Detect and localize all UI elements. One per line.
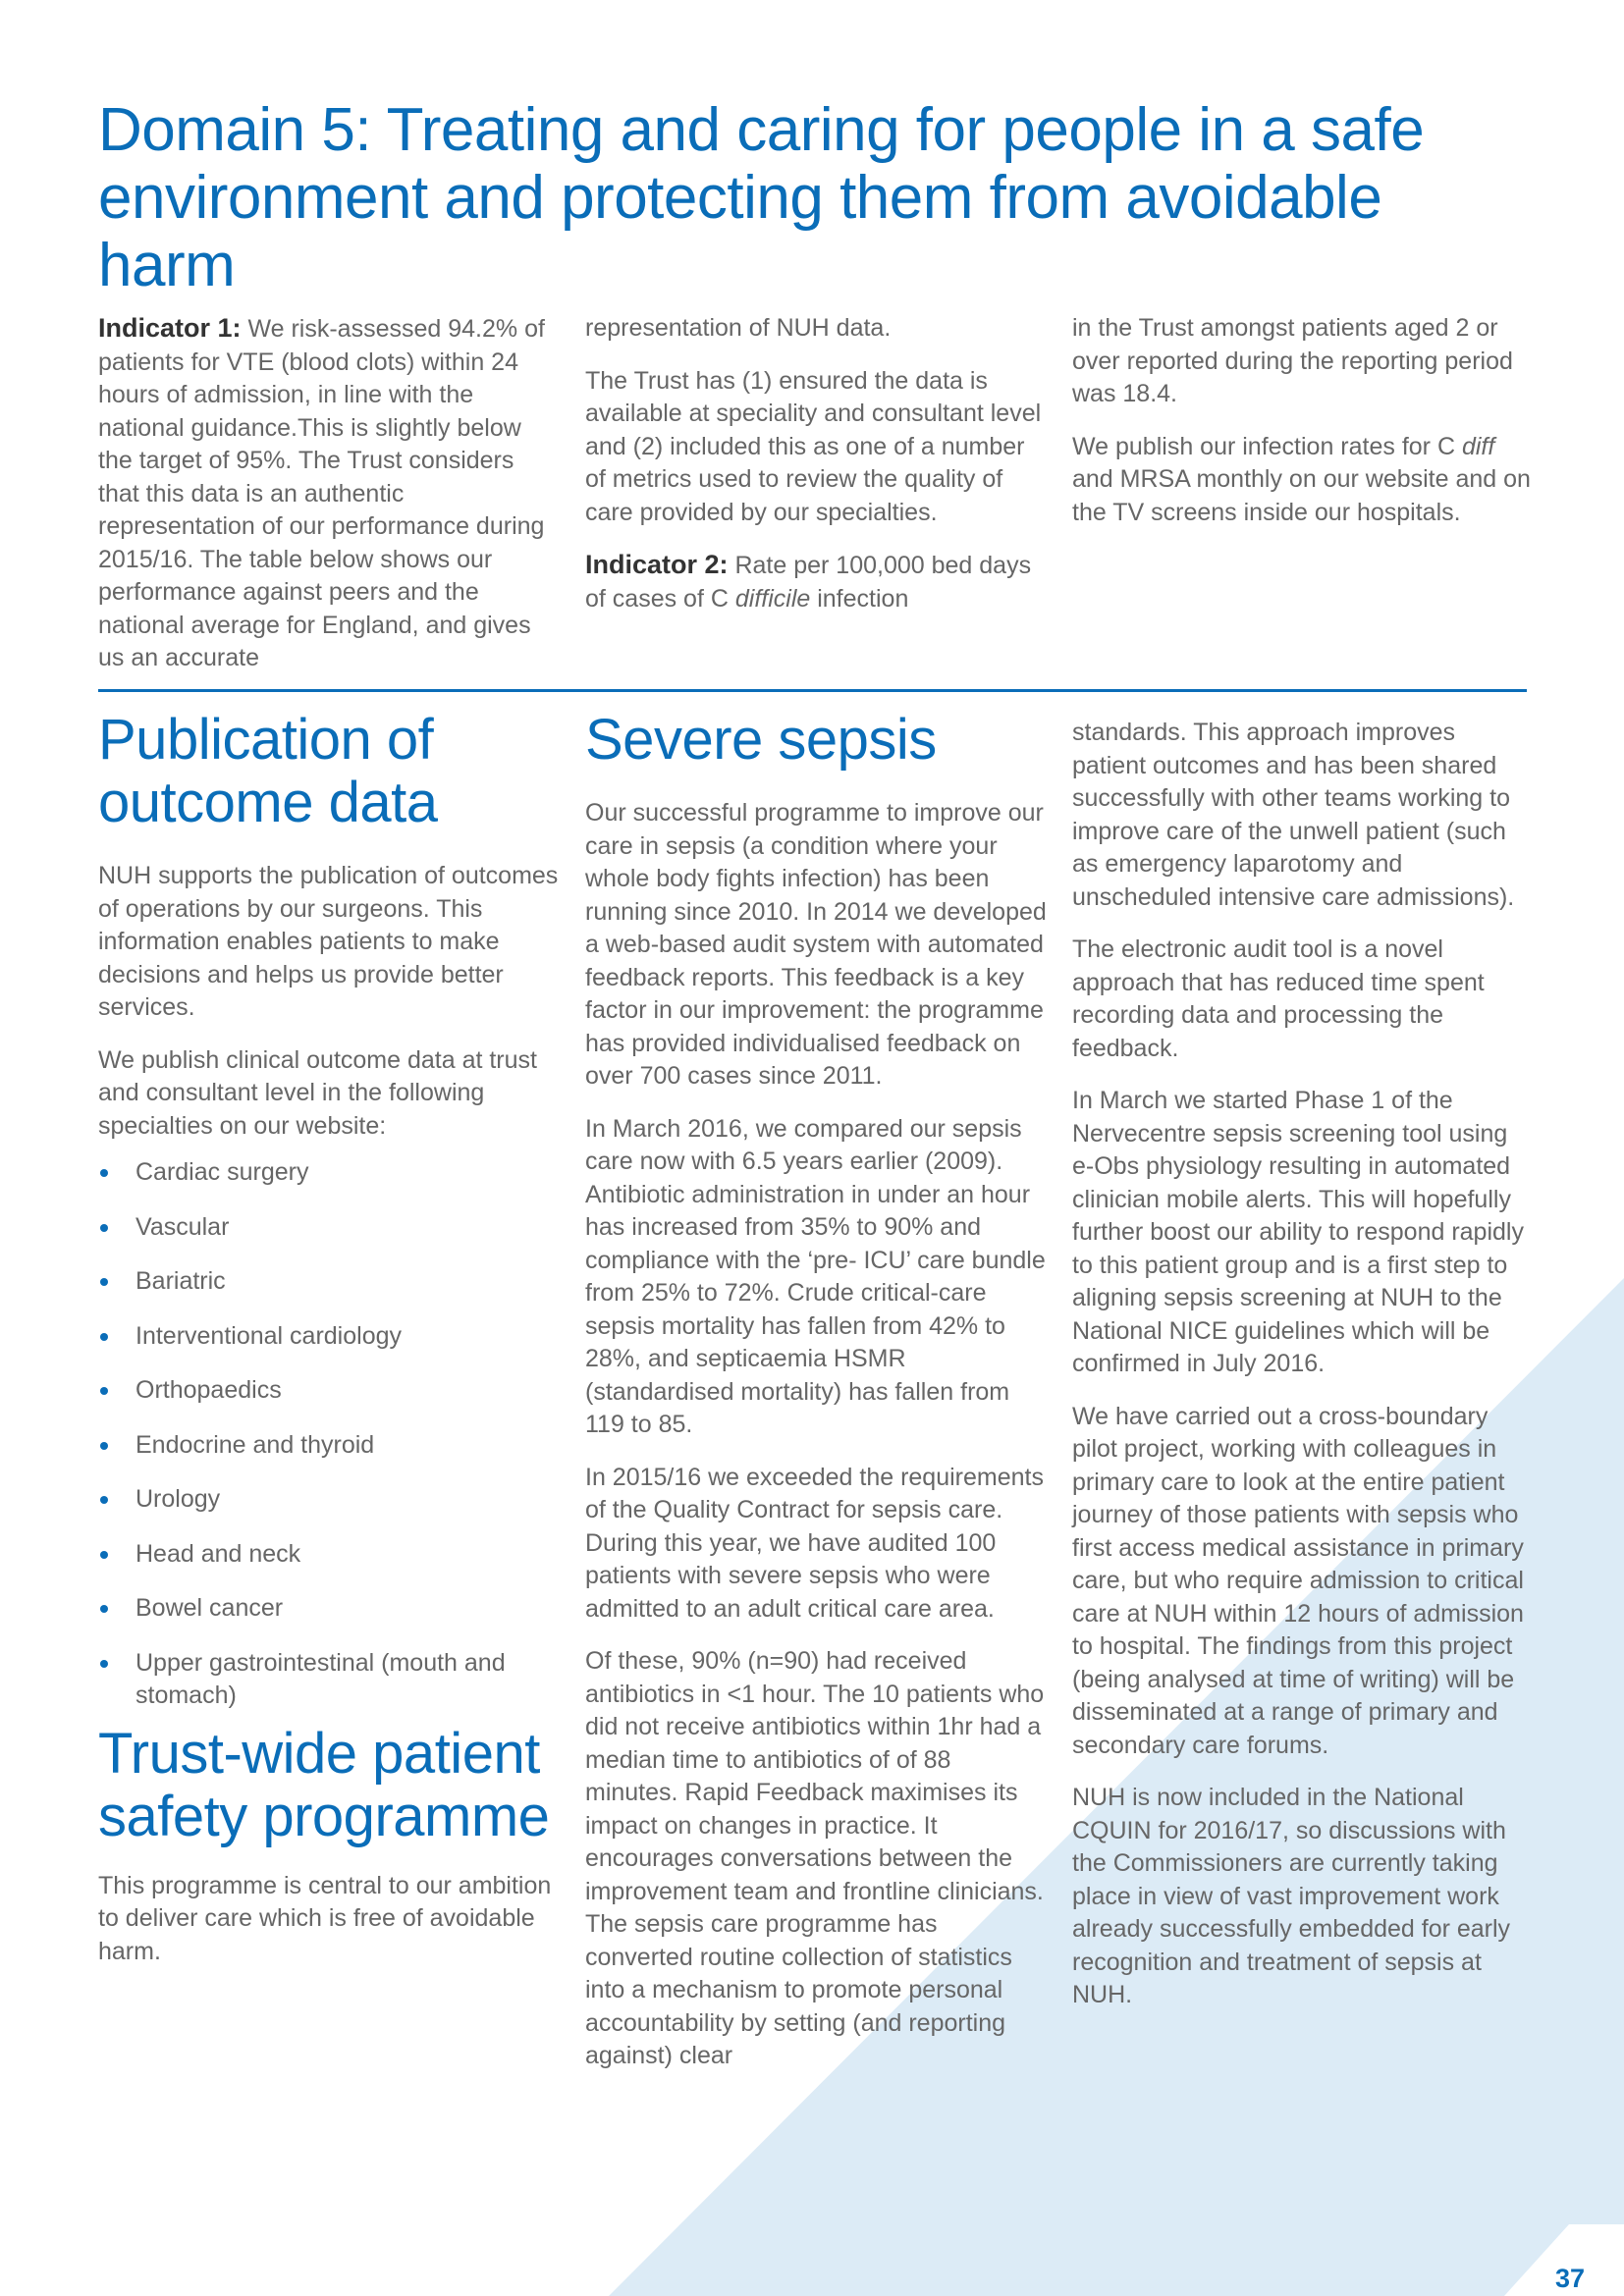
indicator-2-label: Indicator 2: xyxy=(585,550,729,579)
sepsis-para-7: In March we started Phase 1 of the Nervecentre sepsis screening tool using e-Obs physiology resulting in automated clinician mobile alerts. This will hopefully further boost our ability to respond rapidly to this patient group and is a first step to aligning sepsis screening at NUH to the National NICE guidelines which will be confirmed in July 2016. xyxy=(1072,1087,1524,1377)
publication-title: Publication of outcome data xyxy=(98,708,438,834)
indicator-2-text-a: Rate per 100,000 bed days of cases of C xyxy=(585,552,1032,613)
list-item: Bowel cancer xyxy=(98,1592,560,1626)
indicator-2-continuation: in the Trust amongst patients aged 2 or over reported during the reporting period was 18.4. xyxy=(1072,314,1513,407)
indicator-2-paragraph xyxy=(585,549,1047,615)
indicator-2-italic: difficile xyxy=(734,584,811,613)
list-item: Endocrine and thyroid xyxy=(98,1429,560,1463)
trust-wide-title: Trust-wide patient safety programme xyxy=(98,1721,550,1848)
trust-wide-para: This programme is central to our ambition to deliver care which is free of avoidable harm. xyxy=(98,1871,552,1965)
indicator-1-action: The Trust has (1) ensured the data is available at speciality and consultant level and (2) included this as one of a number of metrics used to review the quality of care provided by our specialties. xyxy=(585,366,1042,526)
list-item: Bariatric xyxy=(98,1265,560,1299)
indicator-1-label: Indicator 1: xyxy=(98,313,242,343)
sepsis-para-3: In 2015/16 we exceeded the requirements of the Quality Contract for sepsis care. During this year, we have audited 100 patients with severe sepsis who were admitted to an adult critical care area. xyxy=(585,1463,1044,1623)
list-item: Interventional cardiology xyxy=(98,1320,560,1354)
publication-para-2: We publish clinical outcome data at trust and consultant level in the following specialties on our website: xyxy=(98,1045,537,1140)
indicator-continuation-column xyxy=(585,312,1047,615)
infection-publish-italic: diff xyxy=(1461,432,1495,460)
list-item: Head and neck xyxy=(98,1538,560,1572)
sepsis-column xyxy=(585,709,1047,2073)
sepsis-continuation-column xyxy=(1072,717,1534,2012)
list-item: Upper gastrointestinal (mouth and stomach) xyxy=(98,1647,560,1713)
list-item: Orthopaedics xyxy=(98,1374,560,1408)
infection-publish-paragraph xyxy=(1072,431,1534,530)
list-item: Cardiac surgery xyxy=(98,1156,560,1190)
indicator-1-continuation: representation of NUH data. xyxy=(585,314,892,342)
indicator-1-paragraph xyxy=(98,312,560,675)
sepsis-para-1: Our successful programme to improve our care in sepsis (a condition where your whole body fights infection) has been running since 2010. In 2014 we developed a web-based audit system with automated feedback reports. This feedback is a key factor in our improvement: the programme has provided individualised feedback on over 700 cases since 2011. xyxy=(585,799,1047,1090)
infection-publish-text-b: and MRSA monthly on our website and on the TV screens inside our hospitals. xyxy=(1072,465,1531,526)
list-item: Urology xyxy=(98,1483,560,1517)
infection-publish-text-a: We publish our infection rates for C xyxy=(1072,432,1462,460)
publication-para-1: NUH supports the publication of outcomes of operations by our surgeons. This information enables patients to make decisions and helps us provide better services. xyxy=(98,862,559,1021)
sepsis-para-2: In March 2016, we compared our sepsis care now with 6.5 years earlier (2009). Antibiotic administration in under an hour has increased from 35% to 90% and compliance with the ‘pre- ICU’ care bundle from 25% to 72%. Crude critical-care sepsis mortality has fallen from 42% to 28%, and septicaemia HSMR (standardised mortality) has fallen from 119 to 85. xyxy=(585,1114,1046,1438)
specialties-list xyxy=(98,1156,560,1713)
section-divider xyxy=(98,689,1527,692)
indicator-1-column xyxy=(98,312,560,675)
sepsis-para-6: The electronic audit tool is a novel approach that has reduced time spent recording data and processing the feedback. xyxy=(1072,935,1485,1062)
sepsis-para-5: standards. This approach improves patient outcomes and has been shared successfully with other teams working to improve care of the unwell patient (such as emergency laparotomy and unscheduled intensive care admissions). xyxy=(1072,719,1515,911)
domain-heading: Domain 5: Treating and caring for people in a safe environment and protecting them from avoidable harm xyxy=(98,96,1425,299)
sepsis-para-9: NUH is now included in the National CQUIN for 2016/17, so discussions with the Commissioners are currently taking place in view of vast improvement work already successfully embedded for early recognition and treatment of sepsis at NUH. xyxy=(1072,1784,1511,2008)
indicator-2-column xyxy=(1072,312,1534,529)
sepsis-para-4: Of these, 90% (n=90) had received antibiotics in <1 hour. The 10 patients who did not receive antibiotics within 1hr had a median time to antibiotics of of 88 minutes. Rapid Feedback maximises its impact on changes in practice. It encourages conversations between the improvement team and frontline clinicians. The sepsis care programme has converted routine collection of statistics into a mechanism to promote personal accountability by setting (and reporting against) clear xyxy=(585,1647,1045,2069)
page-number: 37 xyxy=(1554,2264,1586,2293)
sepsis-title: Severe sepsis xyxy=(585,708,937,772)
indicator-2-text-b: infection xyxy=(810,584,909,613)
list-item: Vascular xyxy=(98,1211,560,1245)
publication-column xyxy=(98,709,560,1988)
sepsis-para-8: We have carried out a cross-boundary pilot project, working with colleagues in primary care to look at the entire patient journey of those patients with sepsis who first access medical assistance in primary care, but who require admission to critical care at NUH within 12 hours of admission to hospital. The findings from this project (being analysed at time of writing) will be disseminated at a range of primary and secondary care forums. xyxy=(1072,1402,1524,1759)
indicator-1-text: We risk-assessed 94.2% of patients for VTE (blood clots) within 24 hours of admission, in line with the national guidance.This is slightly below the target of 95%. The Trust considers that this data is an authentic representation of our performance during 2015/16. The table below shows our performance against peers and the national average for England, and gives us an accurate xyxy=(98,315,545,671)
